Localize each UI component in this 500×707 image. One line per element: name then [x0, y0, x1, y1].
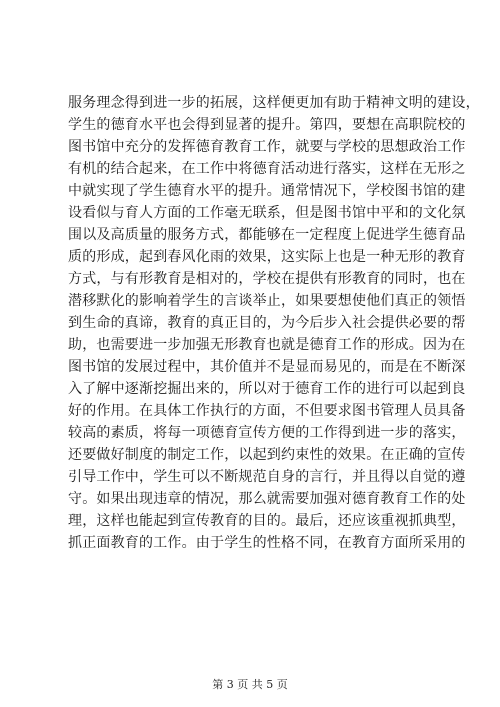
text-line: 引导工作中，学生可以不断规范自身的言行，并且得以自觉的遵: [68, 469, 466, 485]
text-line: 较高的素质，将每一项德育宣传方便的工作得到进一步的落实，: [68, 425, 466, 441]
text-line: 学生的德育水平也会得到显著的提升。第四，要想在高职院校的: [68, 117, 466, 133]
page-number-footer: 第 3 页 共 5 页: [212, 678, 288, 691]
text-line: 到生命的真谛，教育的真正目的，为今后步入社会提供必要的帮: [68, 315, 466, 331]
text-line: 服务理念得到进一步的拓展，这样便更加有助于精神文明的建设，: [68, 95, 480, 111]
text-line: 图书馆的发展过程中，其价值并不是显而易见的，而是在不断深: [68, 359, 466, 375]
text-line: 质的形成，起到春风化雨的效果，这实际上也是一种无形的教育: [68, 249, 466, 265]
text-line: 设看似与育人方面的工作毫无联系，但是图书馆中平和的文化氛: [68, 205, 466, 221]
text-line: 还要做好制度的制定工作，以起到约束性的效果。在正确的宣传: [68, 447, 466, 463]
text-line: 入了解中逐渐挖掘出来的，所以对于德育工作的进行可以起到良: [68, 381, 466, 397]
text-line: 守。如果出现违章的情况，那么就需要加强对德育教育工作的处: [68, 491, 466, 507]
body-text: [68, 92, 480, 554]
text-line: 理，这样也能起到宣传教育的目的。最后，还应该重视抓典型，: [68, 513, 466, 529]
text-line: 助，也需要进一步加强无形教育也就是德育工作的形成。因为在: [68, 337, 466, 353]
text-line: 图书馆中充分的发挥德育教育工作，就要与学校的思想政治工作: [68, 139, 466, 155]
text-line: 中就实现了学生德育水平的提升。通常情况下，学校图书馆的建: [68, 183, 466, 199]
text-line: 围以及高质量的服务方式，都能够在一定程度上促进学生德育品: [68, 227, 466, 243]
text-line: 潜移默化的影响着学生的言谈举止，如果要想使他们真正的领悟: [68, 293, 466, 309]
text-line: 抓正面教育的工作。由于学生的性格不同，在教育方面所采用的: [68, 535, 466, 551]
text-line: 有机的结合起来，在工作中将德育活动进行落实，这样在无形之: [68, 161, 466, 177]
text-line: 方式，与有形教育是相对的，学校在提供有形教育的同时，也在: [68, 271, 466, 287]
text-line: 好的作用。在具体工作执行的方面，不但要求图书管理人员具备: [68, 403, 466, 419]
